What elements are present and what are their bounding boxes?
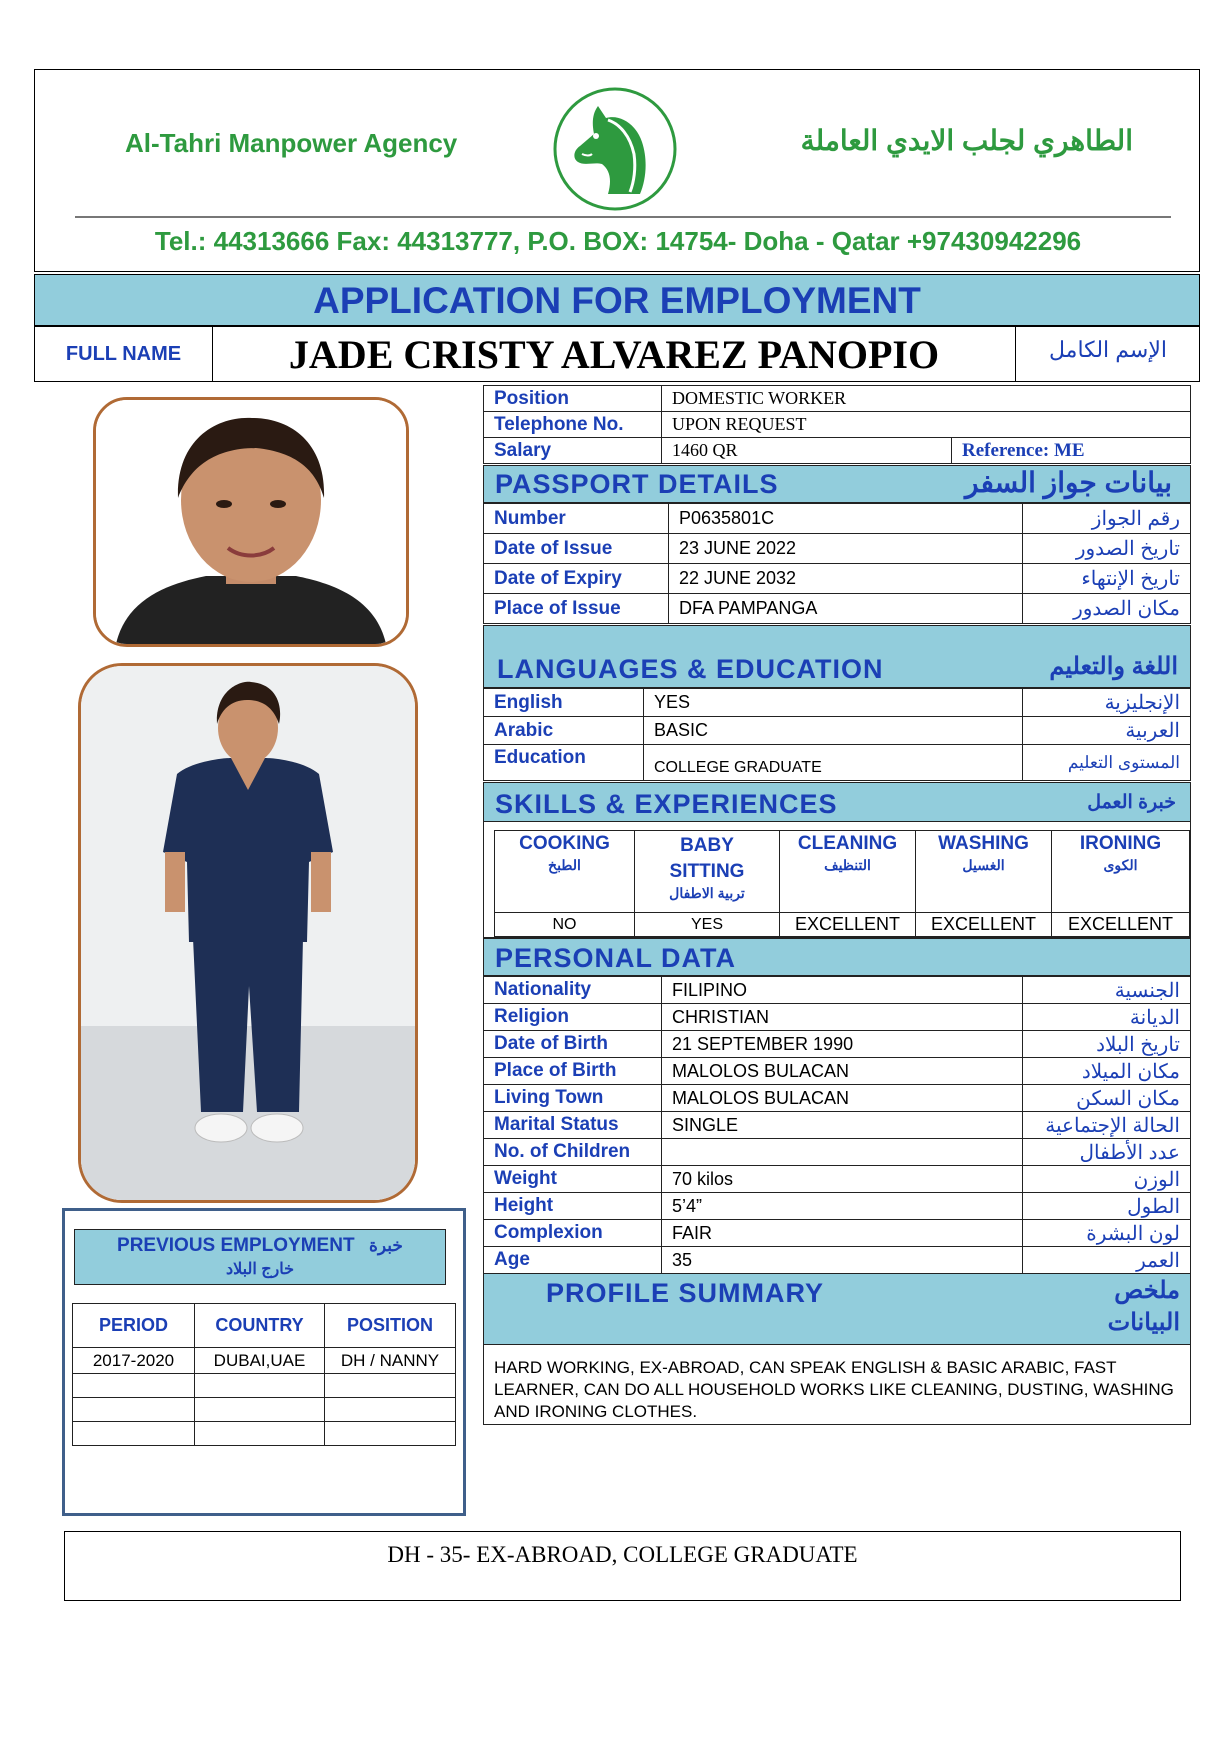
personal-row	[484, 1058, 1191, 1085]
table-row	[73, 1422, 456, 1446]
personal-title: PERSONAL DATA	[495, 943, 737, 973]
passport-title: PASSPORT DETAILS	[495, 469, 779, 499]
passport-row	[484, 594, 1191, 624]
personal-row	[484, 1004, 1191, 1031]
religion-label-ar: الديانة	[1023, 1004, 1191, 1031]
passport-expiry-value: 22 JUNE 2032	[669, 564, 1023, 594]
profile-text: HARD WORKING, EX-ABROAD, CAN SPEAK ENGLISH & BASIC ARABIC, FAST LEARNER, CAN DO ALL HOUSEHOLD WORKS LIKE CLEANING, DUSTING, WASHING AND IRONING CLOTHES.	[494, 1358, 1174, 1421]
personal-table	[483, 976, 1191, 1274]
passport-expiry-label: Date of Expiry	[484, 564, 669, 594]
nationality-value: FILIPINO	[662, 977, 1023, 1004]
skill-baby-sitting	[635, 831, 780, 913]
education-label-ar: المستوى التعليم	[1023, 745, 1191, 781]
table-row	[73, 1398, 456, 1422]
skill-cleaning-label: CLEANING	[797, 833, 898, 854]
col-position: POSITION	[325, 1304, 456, 1348]
children-label-ar: عدد الأطفال	[1023, 1139, 1191, 1166]
skill-baby-sitting-label: BABY SITTING	[669, 835, 745, 882]
agency-name-en: Al-Tahri Manpower Agency	[125, 128, 458, 158]
col-country: COUNTRY	[195, 1304, 325, 1348]
skill-baby-sitting-label-ar: تربية الاطفال	[669, 885, 745, 901]
profile-box	[483, 1345, 1191, 1425]
weight-label: Weight	[484, 1166, 662, 1193]
skill-washing-value: EXCELLENT	[916, 913, 1052, 937]
skills-names-row	[495, 831, 1190, 913]
previous-employment-box	[62, 1208, 466, 1516]
personal-row	[484, 1247, 1191, 1274]
salary-label: Salary	[484, 438, 662, 464]
dob-label: Date of Birth	[484, 1031, 662, 1058]
skill-ironing-label: IRONING	[1079, 833, 1162, 854]
weight-value: 70 kilos	[662, 1166, 1023, 1193]
skills-section-header	[483, 782, 1191, 822]
passport-title-ar: بيانات جواز السفر	[965, 467, 1172, 498]
age-value: 35	[662, 1247, 1023, 1274]
passport-issue-label: Date of Issue	[484, 534, 669, 564]
passport-row	[484, 564, 1191, 594]
telephone-label: Telephone No.	[484, 412, 662, 438]
telephone-row	[484, 412, 1191, 438]
personal-row	[484, 1031, 1191, 1058]
nationality-label: Nationality	[484, 977, 662, 1004]
language-row	[484, 717, 1191, 745]
previous-employment-header	[74, 1229, 446, 1285]
table-header-row	[73, 1304, 456, 1348]
skills-title-ar: خبرة العمل	[1087, 792, 1176, 813]
arabic-value: BASIC	[644, 717, 1023, 745]
children-value	[662, 1139, 1023, 1166]
education-label: Education	[484, 745, 644, 781]
reference-value: Reference: ME	[952, 438, 1191, 464]
nationality-label-ar: الجنسية	[1023, 977, 1191, 1004]
living-town-label-ar: مكان السكن	[1023, 1085, 1191, 1112]
weight-label-ar: الوزن	[1023, 1166, 1191, 1193]
living-town-label: Living Town	[484, 1085, 662, 1112]
skill-cooking-label: COOKING	[519, 833, 610, 854]
language-row	[484, 689, 1191, 717]
english-label-ar: الإنجليزية	[1023, 689, 1191, 717]
skills-title: SKILLS & EXPERIENCES	[495, 789, 838, 819]
face-photo	[93, 397, 409, 647]
cell-period: 2017-2020	[73, 1348, 195, 1374]
passport-place-label-ar: مكان الصدور	[1023, 594, 1191, 624]
skill-washing-label: WASHING	[938, 833, 1029, 854]
telephone-value: UPON REQUEST	[662, 412, 1191, 438]
cell-country: DUBAI,UAE	[195, 1348, 325, 1374]
age-label-ar: العمر	[1023, 1247, 1191, 1274]
passport-place-value: DFA PAMPANGA	[669, 594, 1023, 624]
age-label: Age	[484, 1247, 662, 1274]
children-label: No. of Children	[484, 1139, 662, 1166]
passport-expiry-label-ar: تاريخ الإنتهاء	[1023, 564, 1191, 594]
height-label: Height	[484, 1193, 662, 1220]
header-divider	[75, 216, 1171, 218]
passport-issue-value: 23 JUNE 2022	[669, 534, 1023, 564]
personal-row	[484, 1112, 1191, 1139]
skill-cooking-value: NO	[495, 913, 635, 937]
religion-value: CHRISTIAN	[662, 1004, 1023, 1031]
personal-row	[484, 1085, 1191, 1112]
passport-number-label: Number	[484, 504, 669, 534]
passport-row	[484, 504, 1191, 534]
education-row	[484, 745, 1191, 781]
agency-name-ar: الطاهري لجلب الايدي العاملة	[800, 125, 1133, 156]
passport-section-header	[483, 465, 1191, 503]
languages-section-header	[483, 625, 1191, 688]
position-label: Position	[484, 386, 662, 412]
skill-cooking-label-ar: الطبخ	[548, 857, 581, 873]
cell-period	[73, 1374, 195, 1398]
height-value: 5’4”	[662, 1193, 1023, 1220]
position-value: DOMESTIC WORKER	[662, 386, 1191, 412]
skill-cleaning-label-ar: التنظيف	[824, 857, 871, 873]
personal-row	[484, 1139, 1191, 1166]
skill-ironing	[1052, 831, 1190, 913]
previous-employment-title: PREVIOUS EMPLOYMENT	[117, 1235, 355, 1256]
full-name-label: FULL NAME	[35, 327, 213, 381]
cell-country	[195, 1422, 325, 1446]
footer-summary: DH - 35- EX-ABROAD, COLLEGE GRADUATE	[64, 1531, 1181, 1601]
cell-country	[195, 1398, 325, 1422]
skill-ironing-value: EXCELLENT	[1052, 913, 1190, 937]
arabic-label: Arabic	[484, 717, 644, 745]
salary-row	[484, 438, 1191, 464]
pob-value: MALOLOS BULACAN	[662, 1058, 1023, 1085]
english-label: English	[484, 689, 644, 717]
arabic-label-ar: العربية	[1023, 717, 1191, 745]
pob-label: Place of Birth	[484, 1058, 662, 1085]
marital-label-ar: الحالة الإجتماعية	[1023, 1112, 1191, 1139]
skill-ironing-label-ar: الكوى	[1103, 857, 1138, 873]
dob-label-ar: تاريخ البلاد	[1023, 1031, 1191, 1058]
living-town-value: MALOLOS BULACAN	[662, 1085, 1023, 1112]
skill-cleaning	[780, 831, 916, 913]
skill-cooking	[495, 831, 635, 913]
skills-table	[494, 830, 1190, 937]
passport-table	[483, 503, 1191, 624]
personal-row	[484, 1193, 1191, 1220]
salary-value: 1460 QR	[662, 438, 952, 464]
table-row	[73, 1374, 456, 1398]
skills-box	[483, 822, 1191, 938]
pob-label-ar: مكان الميلاد	[1023, 1058, 1191, 1085]
agency-header	[34, 69, 1200, 272]
cell-country	[195, 1374, 325, 1398]
religion-label: Religion	[484, 1004, 662, 1031]
cell-position: DH / NANNY	[325, 1348, 456, 1374]
languages-table	[483, 688, 1191, 781]
dob-value: 21 SEPTEMBER 1990	[662, 1031, 1023, 1058]
personal-row	[484, 1166, 1191, 1193]
cell-position	[325, 1374, 456, 1398]
passport-place-label: Place of Issue	[484, 594, 669, 624]
full-name-label-ar: الإسم الكامل	[1015, 327, 1200, 381]
passport-issue-label-ar: تاريخ الصدور	[1023, 534, 1191, 564]
languages-title-ar: اللغة والتعليم	[1049, 653, 1178, 680]
passport-row	[484, 534, 1191, 564]
passport-number-label-ar: رقم الجواز	[1023, 504, 1191, 534]
profile-title: PROFILE SUMMARY	[546, 1278, 824, 1308]
profile-title-ar-2: البيانات	[1107, 1309, 1180, 1336]
position-row	[484, 386, 1191, 412]
previous-employment-table	[72, 1303, 456, 1446]
col-period: PERIOD	[73, 1304, 195, 1348]
horse-logo-icon	[550, 84, 680, 214]
languages-title: LANGUAGES & EDUCATION	[497, 654, 884, 684]
complexion-label-ar: لون البشرة	[1023, 1220, 1191, 1247]
complexion-label: Complexion	[484, 1220, 662, 1247]
personal-section-header	[483, 938, 1191, 976]
marital-label: Marital Status	[484, 1112, 662, 1139]
full-name-value: JADE CRISTY ALVAREZ PANOPIO	[288, 332, 940, 377]
skill-washing	[916, 831, 1052, 913]
profile-title-ar-1: ملخص	[1114, 1277, 1180, 1304]
english-value: YES	[644, 689, 1023, 717]
basic-info-table	[483, 385, 1191, 464]
page-title: APPLICATION FOR EMPLOYMENT	[34, 274, 1200, 326]
previous-employment-title-ar-2: خارج البلاد	[225, 1261, 295, 1278]
marital-value: SINGLE	[662, 1112, 1023, 1139]
cell-period	[73, 1398, 195, 1422]
cell-position	[325, 1422, 456, 1446]
skill-cleaning-value: EXCELLENT	[780, 913, 916, 937]
education-value: COLLEGE GRADUATE	[644, 745, 1023, 781]
height-label-ar: الطول	[1023, 1193, 1191, 1220]
skills-values-row	[495, 913, 1190, 937]
personal-row	[484, 1220, 1191, 1247]
full-name-row	[34, 326, 1200, 382]
previous-employment-title-ar-1: خبرة	[369, 1236, 403, 1255]
complexion-value: FAIR	[662, 1220, 1023, 1247]
cell-position	[325, 1398, 456, 1422]
full-body-photo	[78, 663, 418, 1203]
skill-washing-label-ar: الغسيل	[962, 857, 1005, 873]
table-row	[73, 1348, 456, 1374]
agency-contact: Tel.: 44313666 Fax: 44313777, P.O. BOX: 14754- Doha - Qatar +97430942296	[154, 226, 1082, 256]
personal-row	[484, 977, 1191, 1004]
cell-period	[73, 1422, 195, 1446]
passport-number-value: P0635801C	[669, 504, 1023, 534]
profile-section-header	[483, 1273, 1191, 1345]
skill-baby-sitting-value: YES	[635, 913, 780, 937]
